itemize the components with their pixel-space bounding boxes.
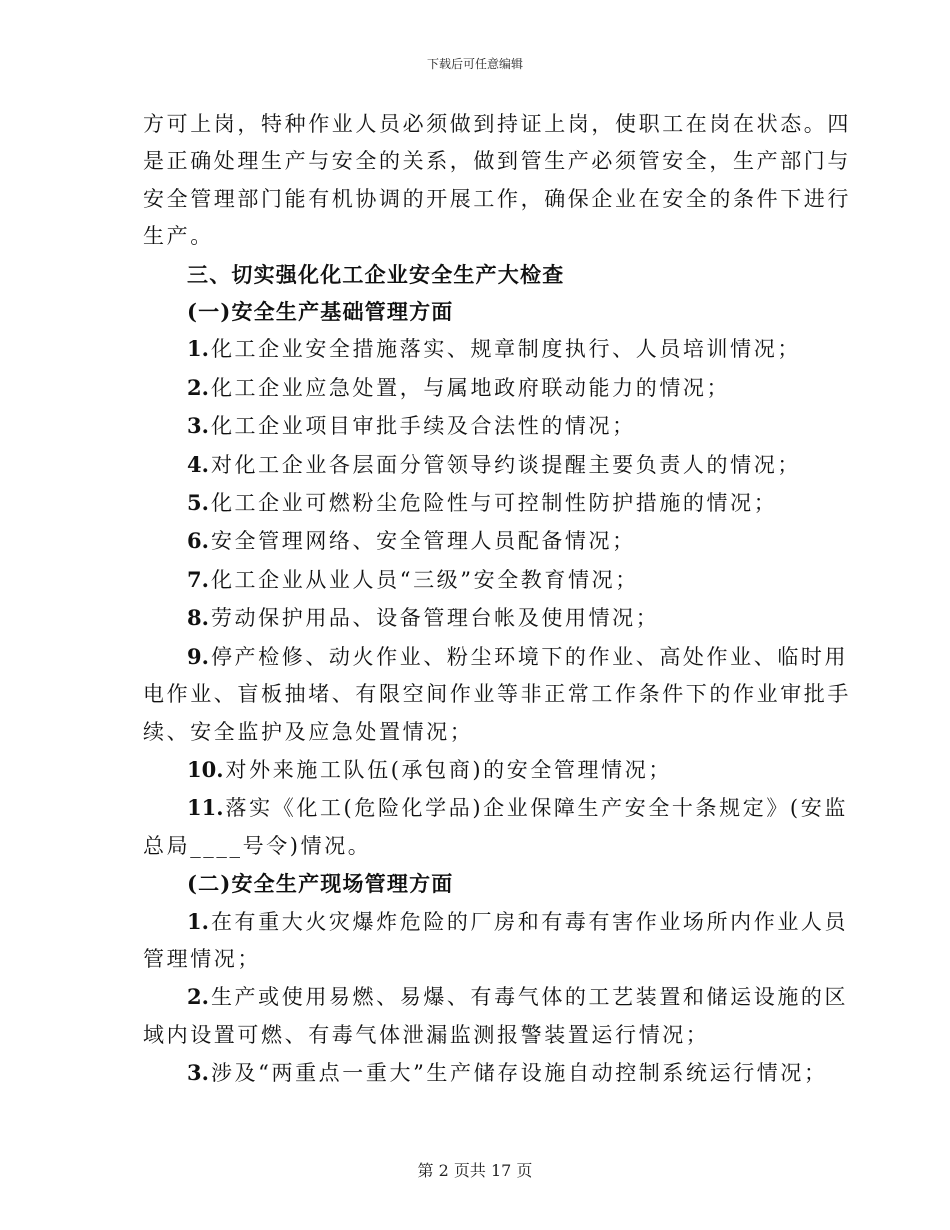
item-text: 落实《化工(危险化学品)企业保障生产安全十条规定》(安监 <box>225 796 848 821</box>
paragraph-line: 是正确处理生产与安全的关系，做到管生产必须管安全，生产部门与 <box>143 149 851 174</box>
list-item-continuation: 管理情况； <box>143 946 261 971</box>
list-item <box>143 484 798 522</box>
item-number: 4. <box>187 451 209 477</box>
list-item <box>143 599 798 637</box>
item-number: 6. <box>187 528 209 554</box>
item-number: 7. <box>187 566 209 592</box>
list-item <box>143 407 798 445</box>
section-heading: 三、切实强化化工企业安全生产大检查 <box>187 261 565 287</box>
page-footer: 第 2 页共 17 页 <box>417 1161 533 1180</box>
item-text: 对外来施工队伍(承包商)的安全管理情况； <box>225 757 672 782</box>
item-text: 生产或使用易燃、易爆、有毒气体的工艺装置和储运设施的区 <box>210 985 849 1010</box>
item-text: 停产检修、动火作业、粉尘环境下的作业、高处作业、临时用 <box>210 644 849 669</box>
list-item-continuation: 域内设置可燃、有毒气体泄漏监测报警装置运行情况； <box>143 1022 710 1047</box>
item-text: 化工企业应急处置，与属地政府联动能力的情况； <box>210 375 731 400</box>
item-text: 化工企业项目审批手续及合法性的情况； <box>210 414 636 439</box>
list-item <box>143 638 849 676</box>
item-text: 对化工企业各层面分管领导约谈提醒主要负责人的情况； <box>210 452 801 477</box>
list-item <box>143 789 848 827</box>
page-header: 下载后可任意编辑 <box>426 57 523 71</box>
item-number: 11. <box>187 795 224 821</box>
item-text: 在有重大火灾爆炸危险的厂房和有毒有害作业场所内作业人员 <box>210 909 849 934</box>
item-text: 化工企业可燃粉尘危险性与可控制性防护措施的情况； <box>210 491 778 516</box>
list-item <box>143 330 801 368</box>
item-text: 化工企业从业人员“三级”安全教育情况； <box>210 567 639 592</box>
item-text: 化工企业安全措施落实、规章制度执行、人员培训情况； <box>210 337 801 362</box>
list-item <box>143 522 798 560</box>
item-number: 8. <box>187 605 209 631</box>
item-number: 3. <box>187 413 209 439</box>
paragraph-line: 安全管理部门能有机协调的开展工作，确保企业在安全的条件下进行 <box>143 186 851 211</box>
document-body <box>143 106 851 1093</box>
list-item <box>143 1054 828 1092</box>
subsection-heading: (一)安全生产基础管理方面 <box>187 299 454 325</box>
item-number: 2. <box>187 374 209 400</box>
list-item <box>143 446 801 484</box>
item-text: 安全管理网络、安全管理人员配备情况； <box>210 529 636 554</box>
item-number: 5. <box>187 490 209 516</box>
list-item <box>143 369 798 407</box>
paragraph-line: 生产。 <box>143 224 214 249</box>
item-text: 劳动保护用品、设备管理台帐及使用情况； <box>210 606 660 631</box>
item-number: 1. <box>187 336 209 362</box>
list-item-continuation: 总局____号令)情况。 <box>143 833 372 858</box>
list-item <box>143 903 849 941</box>
item-number: 2. <box>187 984 209 1010</box>
item-text: 涉及“两重点一重大”生产储存设施自动控制系统运行情况； <box>210 1061 828 1086</box>
subsection-heading: (二)安全生产现场管理方面 <box>187 871 454 897</box>
list-item-continuation: 续、安全监护及应急处置情况； <box>143 719 474 744</box>
list-item <box>143 561 798 599</box>
list-item <box>143 751 798 789</box>
list-item-continuation: 电作业、盲板抽堵、有限空间作业等非正常工作条件下的作业审批手 <box>143 682 851 707</box>
list-item <box>143 978 849 1016</box>
item-number: 3. <box>187 1060 209 1086</box>
item-number: 9. <box>187 643 209 669</box>
item-number: 10. <box>187 756 224 782</box>
item-number: 1. <box>187 908 209 934</box>
paragraph-line: 方可上岗，特种作业人员必须做到持证上岗，使职工在岗在状态。四 <box>143 112 851 136</box>
